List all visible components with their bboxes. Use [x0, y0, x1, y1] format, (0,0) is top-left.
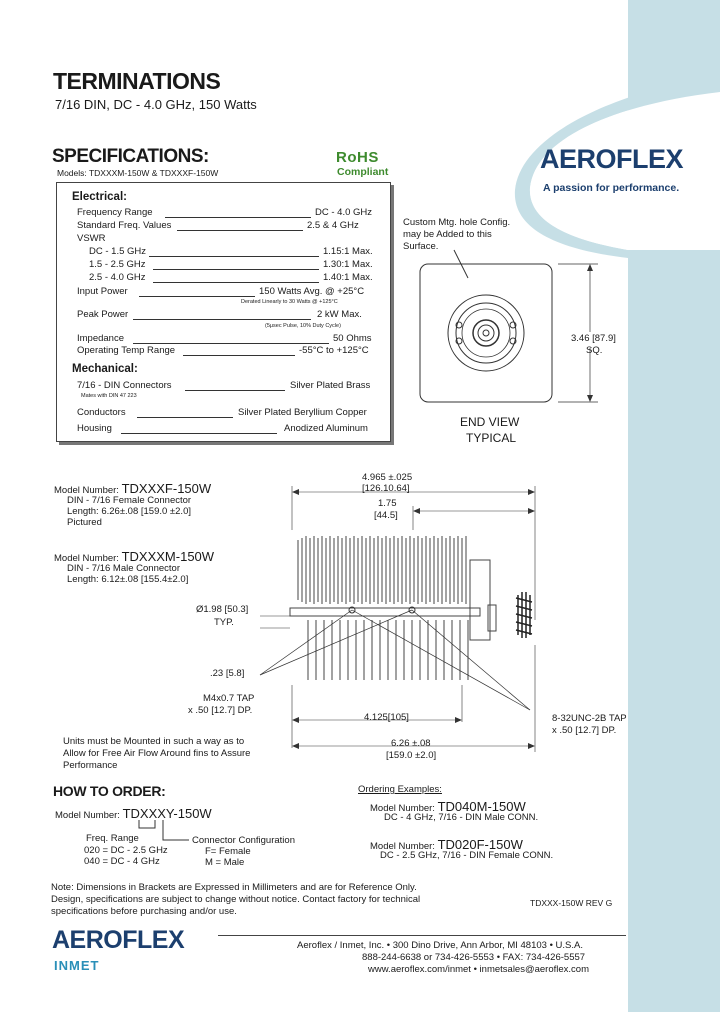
order-freq: 020 = DC - 2.5 GHz	[84, 845, 168, 856]
model-f-detail: Pictured	[67, 517, 102, 528]
electrical-heading: Electrical:	[72, 191, 127, 203]
order-model-line: Model Number: TDXXXY-150W	[55, 806, 212, 821]
example-2-desc: DC - 2.5 GHz, 7/16 - DIN Female CONN.	[380, 850, 554, 861]
endview-label: TYPICAL	[466, 431, 517, 445]
endview-dim: SQ.	[586, 345, 603, 356]
spec-label: VSWR	[77, 233, 106, 244]
dim-length-mm: [159.0 ±2.0]	[386, 750, 437, 761]
vswr-value: 1.30:1 Max.	[323, 259, 373, 270]
spec-label: Input Power	[77, 286, 128, 297]
vswr-range: DC - 1.5 GHz	[89, 246, 147, 257]
spec-label: Housing	[77, 423, 112, 434]
spec-value: -55°C to +125°C	[299, 345, 369, 356]
mount-note: Performance	[63, 760, 118, 771]
spec-note: Derated Linearly to 30 Watts @ +125°C	[241, 299, 338, 305]
page-title: TERMINATIONS	[53, 68, 221, 94]
spec-label: Peak Power	[77, 309, 129, 320]
spec-label: Impedance	[77, 333, 125, 344]
note-line: specifications before purchasing and/or use.	[51, 906, 237, 917]
order-conn-label: Connector Configuration	[192, 835, 295, 846]
mount-note: Units must be Mounted in such a way as to	[63, 736, 245, 747]
spec-note: (5μsec Pulse, 10% Duty Cycle)	[265, 323, 341, 329]
dim-unc-depth: x .50 [12.7] DP.	[552, 725, 617, 736]
vswr-range: 1.5 - 2.5 GHz	[89, 259, 146, 270]
order-freq-label: Freq. Range	[86, 833, 139, 844]
spec-label: Standard Freq. Values	[77, 220, 172, 231]
spec-note: Mates with DIN 47 223	[81, 393, 137, 399]
spec-value: 2.5 & 4 GHz	[307, 220, 359, 231]
dim-length: 6.26 ±.08	[391, 738, 431, 749]
dim-175: 1.75	[378, 498, 397, 509]
model-m-detail: Length: 6.12±.08 [155.4±2.0]	[67, 574, 189, 585]
endview-label: END VIEW	[460, 415, 520, 429]
endview-dim: 3.46 [87.9]	[571, 333, 616, 344]
spec-value: Silver Plated Beryllium Copper	[238, 407, 367, 418]
inmet-logo: INMET	[54, 958, 100, 973]
model-f-detail: Length: 6.26±.08 [159.0 ±2.0]	[67, 506, 191, 517]
aeroflex-logo: AEROFLEX	[540, 144, 684, 174]
example-1: Model Number: TD040M-150W	[370, 799, 526, 814]
vswr-range: 2.5 - 4.0 GHz	[89, 272, 146, 283]
vswr-value: 1.15:1 Max.	[323, 246, 373, 257]
order-heading: HOW TO ORDER:	[53, 783, 166, 799]
note-line: Note: Dimensions in Brackets are Expressed in Millimeters and are for Reference Only.	[51, 882, 417, 893]
rohs-compliant: Compliant	[337, 166, 389, 178]
endview-note: Custom Mtg. hole Config.	[403, 217, 511, 228]
dim-tap-depth: x .50 [12.7] DP.	[188, 705, 253, 716]
mount-note: Allow for Free Air Flow Around fins to Assure	[63, 748, 251, 759]
dim-tap: M4x0.7 TAP	[203, 693, 255, 704]
dim-overall: 4.965 ±.025	[362, 472, 413, 483]
spec-value: 2 kW Max.	[317, 309, 362, 320]
examples-heading: Ordering Examples:	[358, 784, 442, 795]
example-2: Model Number: TD020F-150W	[370, 837, 523, 852]
model-f-detail: DIN - 7/16 Female Connector	[67, 495, 192, 506]
spec-label: Operating Temp Range	[77, 345, 176, 356]
spec-value: DC - 4.0 GHz	[315, 207, 373, 218]
revision: TDXXX-150W REV G	[530, 898, 613, 908]
footer-web: www.aeroflex.com/inmet • inmetsales@aeroflex.com	[368, 964, 589, 975]
logo-tagline: A passion for performance.	[543, 182, 680, 194]
dim-unc: 8-32UNC-2B TAP	[552, 713, 627, 724]
note-line: Design, specifications are subject to change without notice. Contact factory for technical	[51, 894, 421, 905]
page-subtitle: 7/16 DIN, DC - 4.0 GHz, 150 Watts	[55, 97, 257, 112]
endview-note: may be Added to this	[403, 229, 492, 240]
aeroflex-footer-logo: AEROFLEX	[52, 926, 185, 954]
footer-phone: 888-244-6638 or 734-426-5553 • FAX: 734-426-5557	[362, 952, 586, 963]
mechanical-heading: Mechanical:	[72, 363, 138, 375]
vswr-value: 1.40:1 Max.	[323, 272, 373, 283]
order-conn: F= Female	[205, 846, 251, 857]
dim-175-mm: [44.5]	[374, 510, 398, 521]
spec-value: 50 Ohms	[333, 333, 372, 344]
dim-diameter-typ: TYP.	[214, 617, 234, 628]
dim-overall-mm: [126.10.64]	[362, 483, 410, 494]
spec-value: 150 Watts Avg. @ +25°C	[259, 286, 365, 297]
footer-address: Aeroflex / Inmet, Inc. • 300 Dino Drive, Ann Arbor, MI 48103 • U.S.A.	[297, 940, 583, 951]
spec-label: 7/16 - DIN Connectors	[77, 380, 172, 391]
model-m-line: Model Number: TDXXXM-150W	[54, 549, 215, 564]
model-f-line: Model Number: TDXXXF-150W	[54, 481, 212, 496]
order-conn: M = Male	[205, 857, 245, 868]
specifications-box	[56, 182, 391, 442]
spec-value: Anodized Aluminum	[284, 423, 368, 434]
footer-rule	[218, 935, 626, 936]
models-line: Models: TDXXXM-150W & TDXXXF-150W	[57, 168, 219, 178]
endview-note: Surface.	[403, 241, 439, 252]
example-1-desc: DC - 4 GHz, 7/16 - DIN Male CONN.	[384, 812, 539, 823]
specifications-heading: SPECIFICATIONS:	[52, 146, 209, 167]
spec-label: Frequency Range	[77, 207, 153, 218]
dim-diameter: Ø1.98 [50.3]	[196, 604, 249, 615]
model-m-detail: DIN - 7/16 Male Connector	[67, 563, 180, 574]
spec-label: Conductors	[77, 407, 126, 418]
spec-value: Silver Plated Brass	[290, 380, 371, 391]
rohs-badge: RoHS	[336, 149, 379, 166]
dim-4125: 4.125[105]	[364, 712, 409, 723]
dim-23: .23 [5.8]	[210, 668, 245, 679]
order-freq: 040 = DC - 4 GHz	[84, 856, 160, 867]
